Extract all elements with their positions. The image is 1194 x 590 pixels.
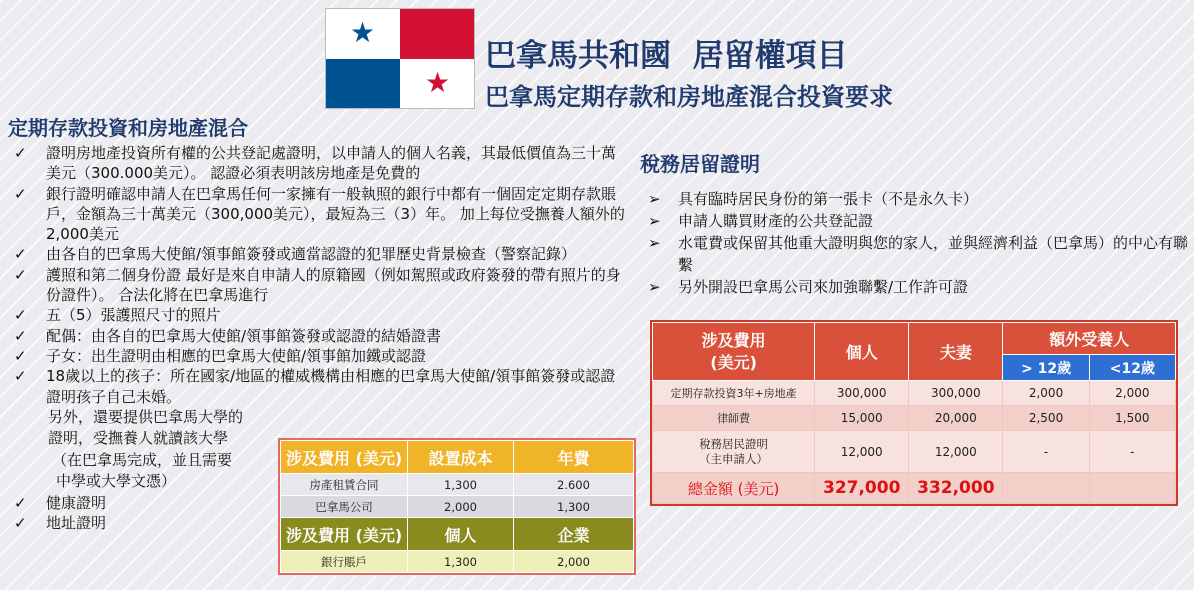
list-item: ✓ 子女：出生證明由相應的巴拿馬大使館/領事館加鐵或認證 [14, 346, 427, 365]
list-item: ✓ 地址證明 [14, 514, 107, 533]
list-item: ➢ 具有臨時居民身份的第一張卡（不是永久卡） [648, 190, 979, 208]
table-row: 律師費 15,000 20,000 2,500 1,500 [653, 406, 1176, 431]
table-row: 定期存款投資3年+房地產 300,000 300,000 2,000 2,000 [653, 381, 1176, 406]
page-subtitle: 巴拿馬定期存款和房地產混合投資要求 [485, 83, 893, 111]
list-item: ✓ 配偶：由各自的巴拿馬大使館/領事館簽發或認證的結婚證書 [14, 326, 442, 345]
fee-table-small [280, 440, 634, 573]
arrow-icon: ➢ [648, 278, 661, 296]
check-icon: ✓ [14, 514, 27, 533]
check-icon: ✓ [14, 184, 27, 203]
check-icon: ✓ [14, 144, 27, 162]
list-item: ✓ 證明房地產投資所有權的公共登記處證明，以申請人的個人名義，其最低價值為三十萬美元（300.000美元）。 認證必須表明該房地產是免費的 [14, 144, 617, 183]
panama-flag [325, 8, 475, 109]
fee-table-large [652, 322, 1176, 504]
list-item: ✓ 健康證明 [14, 493, 107, 512]
check-icon: ✓ [14, 245, 27, 264]
arrow-icon: ➢ [648, 212, 661, 230]
check-icon: ✓ [14, 367, 27, 386]
list-item: ➢ 另外開設巴拿馬公司來加強聯繫/工作許可證 [648, 278, 969, 296]
check-icon: ✓ [14, 493, 27, 512]
blue-star-icon: ★ [350, 16, 376, 49]
list-item: ✓ 五（5）張護照尺寸的照片 [14, 306, 221, 325]
list-item: ✓ 銀行證明確認申請人在巴拿馬任何一家擁有一般執照的銀行中都有一個固定定期存款賬戶，金額為三十萬美元（300,000美元），最短為三（3）年。 加上每位受撫養人額外的2,000美元 [14, 184, 625, 244]
table-header-row: 涉及費用 (美元) 個人 夫妻 額外受養人 [653, 323, 1176, 355]
check-icon: ✓ [14, 306, 27, 325]
list-item: ✓ 由各自的巴拿馬大使館/領事館簽發或適當認證的犯罪歷史背景檢查（警察記錄） [14, 245, 577, 264]
list-item: ➢ 申請人購買財產的公共登記證 [648, 212, 874, 230]
check-icon: ✓ [14, 265, 27, 284]
table-row: 稅務居民證明 （主申請人） 12,000 12,000 - - [653, 431, 1176, 473]
right-section-heading: 稅務居留證明 [640, 152, 760, 176]
list-item: ✓ 護照和第二個身份證 最好是來自申請人的原籍國（例如駕照或政府簽發的帶有照片的身份證件）。 合法化將在巴拿馬進行 [14, 265, 621, 305]
arrow-icon: ➢ [648, 234, 661, 252]
list-item: ➢ 水電費或保留其他重大證明與您的家人，並與經濟利益（巴拿馬）的中心有聯繫 [648, 234, 1189, 274]
arrow-icon: ➢ [648, 190, 661, 208]
left-section-heading: 定期存款投資和房地產混合 [8, 116, 248, 140]
check-icon: ✓ [14, 326, 27, 345]
table-header-row: > 12歲 <12歲 [653, 355, 1176, 381]
table-row: 銀行賬戶 1,300 2,000 [281, 551, 634, 573]
table-row: 巴拿馬公司 2,000 1,300 [281, 496, 634, 518]
red-star-icon: ★ [425, 66, 451, 99]
list-item-followup: 另外，還要提供巴拿馬大學的 證明，受撫養人就讀該大學 （在巴拿馬完成，並且需要 中學或大學文憑） [48, 407, 244, 491]
tax-residence-list [648, 188, 1193, 298]
table-header-row: 涉及費用 (美元) 設置成本 年費 [281, 441, 634, 474]
list-item: ✓ 18歲以上的孩子：所在國家/地區的權威機構由相應的巴拿馬大使館/領事館簽發或認證證明孩子自己未婚。 [14, 367, 616, 406]
total-row: 總金額 (美元) 327,000 332,000 [653, 473, 1176, 504]
table-row: 房產租賃合同 1,300 2.600 [281, 474, 634, 496]
table-header-row: 涉及費用 (美元) 個人 企業 [281, 518, 634, 551]
page-title: 巴拿馬共和國 居留權項目 [485, 38, 848, 74]
check-icon: ✓ [14, 346, 27, 365]
